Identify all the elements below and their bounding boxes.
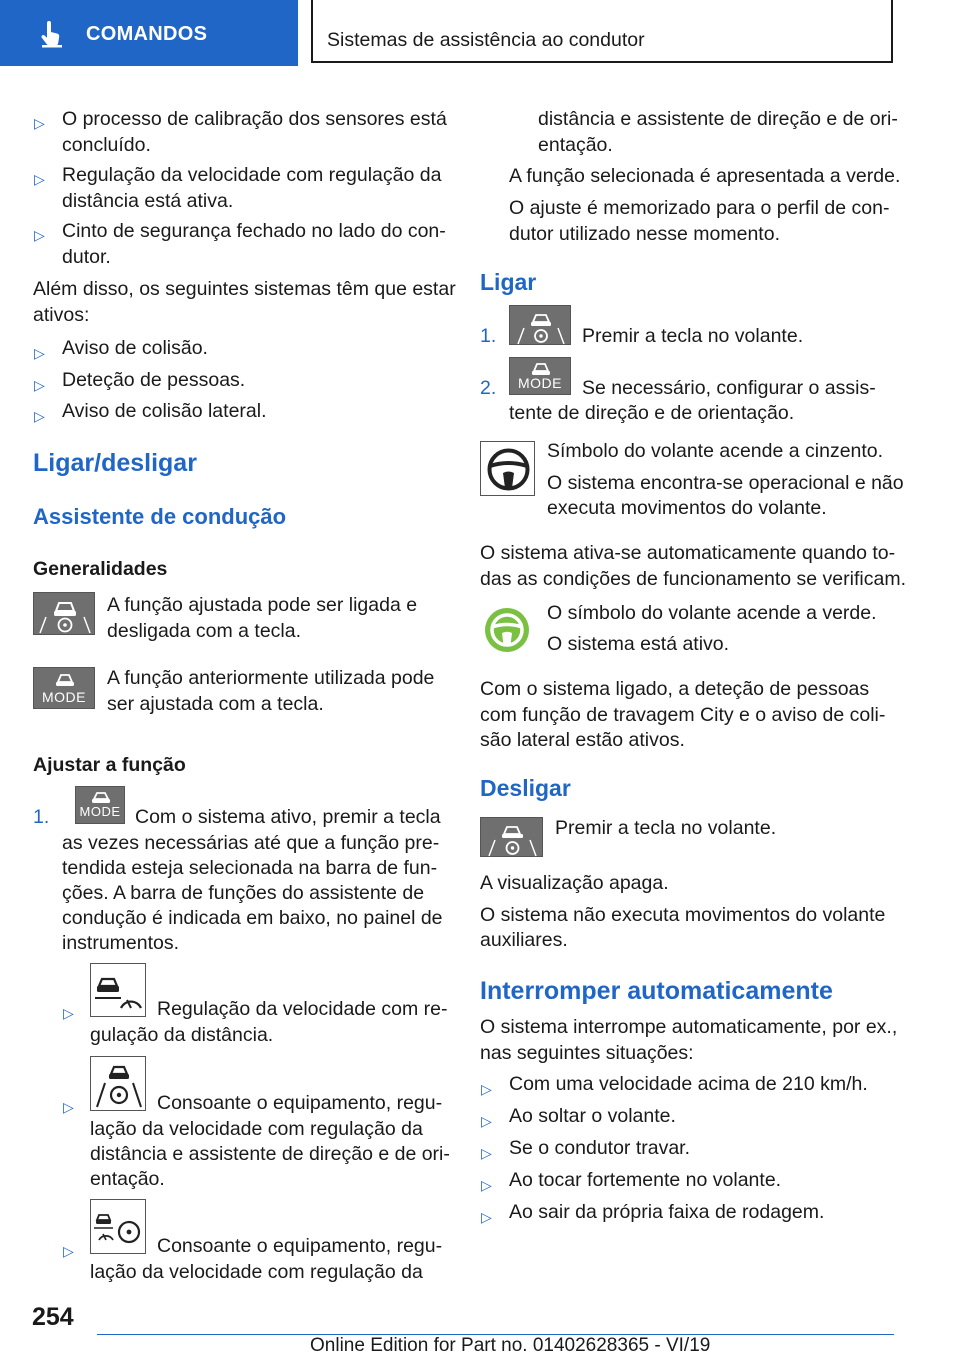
paragraph: Com o sistema ligado, a deteção de pessoas [480,678,870,700]
chapter-title: Sistemas de assistência ao condutor [327,29,645,51]
bullet-icon: ▷ [481,1145,492,1161]
list-item-cont: entação. [90,1168,165,1190]
bullet-icon: ▷ [63,1005,74,1021]
heading-ligar: Ligar [480,269,537,295]
list-item: Cinto de segurança fechado no lado do con- [62,220,446,242]
paragraph: Símbolo do volante acende a cinzento. [547,440,884,462]
bullet-icon: ▷ [63,1099,74,1115]
step-text: Premir a tecla no volante. [582,325,804,347]
bullet-icon: ▷ [34,345,45,361]
paragraph: O sistema encontra-se operacional e não [547,472,904,494]
steering-wheel-grey-icon [480,441,535,496]
list-item: Aviso de colisão lateral. [62,400,267,422]
bullet-icon: ▷ [34,408,45,424]
assist-button-icon [480,817,543,857]
list-item: Ao tocar fortemente no volante. [509,1169,782,1191]
heading-generalidades: Generalidades [33,558,168,580]
paragraph: A visualização apaga. [480,872,669,894]
list-item: Se o condutor travar. [509,1137,691,1159]
paragraph: O sistema ativa-se automaticamente quando to- [480,542,896,564]
list-item-cont: concluído. [62,134,151,156]
list-item: Consoante o equipamento, regu- [157,1235,443,1257]
paragraph: O sistema interrompe automaticamente, por ex., [480,1016,898,1038]
paragraph: Premir a tecla no volante. [555,817,777,839]
mode-label: MODE [79,804,121,819]
list-item: Regulação da velocidade com regulação da [62,164,442,186]
step-text: condução é indicada em baixo, no painel de [62,907,443,929]
paragraph: dutor utilizado nesse momento. [509,223,780,245]
step-text: as vezes necessárias até que a função pre- [62,832,440,854]
step-text: ções. A barra de funções do assistente de [62,882,425,904]
hand-pointer-icon [38,20,66,48]
bullet-icon: ▷ [63,1243,74,1259]
step-text: Com o sistema ativo, premir a tecla [135,806,441,828]
bullet-icon: ▷ [34,115,45,131]
paragraph: ser ajustada com a tecla. [107,693,324,715]
list-item: Com uma velocidade acima de 210 km/h. [509,1073,868,1095]
section-tab[interactable] [0,0,298,66]
list-item: Deteção de pessoas. [62,369,246,391]
assist-button-icon [33,592,95,635]
list-item: O processo de calibração dos sensores está [62,108,447,130]
paragraph: O sistema está ativo. [547,633,730,655]
list-item-cont: distância e assistente de direção e de ori- [538,108,898,130]
step-text: tendida esteja selecionada na barra de fun- [62,857,438,879]
paragraph: das as condições de funcionamento se verificam. [480,568,906,590]
bullet-icon: ▷ [34,227,45,243]
list-item: Aviso de colisão. [62,337,208,359]
acc-distance-icon [90,963,146,1017]
mode-label: MODE [518,375,562,391]
heading-desligar: Desligar [480,775,571,801]
step-text: tente de direção e de orientação. [509,402,795,424]
paragraph: A função selecionada é apresentada a verde. [509,165,901,187]
mode-button-icon [33,667,95,709]
paragraph: A função anteriormente utilizada pode [107,667,435,689]
paragraph: A função ajustada pode ser ligada e [107,594,418,616]
list-item-cont: lação da velocidade com regulação da [90,1261,423,1283]
bullet-icon: ▷ [34,171,45,187]
list-item-cont: entação. [538,134,613,156]
paragraph: O sistema não executa movimentos do volante [480,904,886,926]
paragraph: nas seguintes situações: [480,1042,694,1064]
heading-assistente: Assistente de condução [33,504,287,529]
step-text: Se necessário, configurar o assis- [582,377,876,399]
bullet-icon: ▷ [481,1113,492,1129]
list-item-cont: distância e assistente de direção e de ori- [90,1143,450,1165]
step-text: instrumentos. [62,932,180,954]
paragraph: são lateral estão ativos. [480,729,685,751]
bullet-icon: ▷ [481,1177,492,1193]
bullet-icon: ▷ [34,377,45,393]
list-item-cont: lação da velocidade com regulação da [90,1118,423,1140]
mode-button-icon [509,357,571,395]
bullet-icon: ▷ [481,1081,492,1097]
step-number: 2. [480,377,497,399]
acc-steering-icon [90,1199,146,1254]
assist-steering-icon [90,1056,146,1111]
list-item: Regulação da velocidade com re- [157,998,448,1020]
paragraph: Além disso, os seguintes sistemas têm que estar [33,278,456,300]
heading-interromper: Interromper automaticamente [480,977,833,1005]
paragraph: executa movimentos do volante. [547,497,827,519]
mode-label: MODE [42,689,86,705]
paragraph: com função de travagem City e o aviso de coli- [480,704,886,726]
assist-button-icon [509,305,571,345]
section-label: COMANDOS [86,23,208,45]
heading-ligar-desligar: Ligar/desligar [33,449,197,477]
step-number: 1. [33,806,50,828]
list-item: Consoante o equipamento, regu- [157,1092,443,1114]
step-number: 1. [480,325,497,347]
chapter-title-box [311,0,893,63]
steering-wheel-green-icon [482,605,532,655]
paragraph: O ajuste é memorizado para o perfil de con- [509,197,890,219]
page-number: 254 [32,1303,74,1331]
bullet-icon: ▷ [481,1209,492,1225]
heading-ajustar: Ajustar a função [33,754,186,776]
paragraph: auxiliares. [480,929,568,951]
list-item-cont: dutor. [62,246,111,268]
list-item: Ao sair da própria faixa de rodagem. [509,1201,825,1223]
list-item-cont: gulação da distância. [90,1024,274,1046]
mode-button-icon [75,786,125,824]
paragraph: O símbolo do volante acende a verde. [547,602,877,624]
list-item-cont: distância está ativa. [62,190,234,212]
paragraph: desligada com a tecla. [107,620,302,642]
list-item: Ao soltar o volante. [509,1105,676,1127]
edition-note: Online Edition for Part no. 01402628365 - VI/19 [310,1335,711,1356]
paragraph: ativos: [33,304,90,326]
